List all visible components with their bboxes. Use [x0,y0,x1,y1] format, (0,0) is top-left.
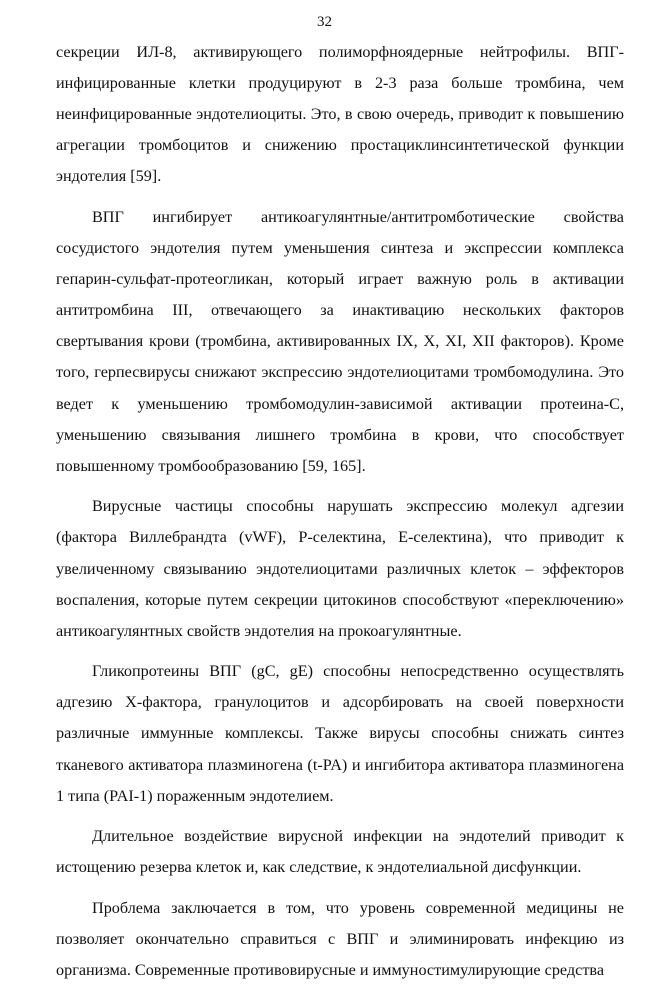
paragraph-hsv-anticoagulant: ВПГ ингибирует антикоагулянтные/антитромботические свойства сосудистого эндотелия путем уменьшения синтеза и экспрессии комплекса гепарин-сульфат-протеогликан, который играет важную роль в активации антитромбина III, отвечающего за инактивацию нескольких факторов свертывания крови (тромбина, активированных IX, X, XI, XII факторов). Кроме того, герпесвирусы снижают экспрессию эндотелиоцитами тромбомодулина. Это ведет к уменьшению тромбомодулин-зависимой активации протеина-С, уменьшению связывания лишнего тромбина в крови, что способствует повышенному тромбообразованию [59, 165]. [56,207,624,475]
paragraph-continuation: секреции ИЛ-8, активирующего полиморфноядерные нейтрофилы. ВПГ-инфицированные клетки продуцируют в 2-3 раза больше тромбина, чем неинфицированные эндотелиоциты. Это, в свою очередь, приводит к повышению агрегации тромбоцитов и снижению простациклинсинтетической функции эндотелия [59]. [56,43,624,186]
paragraph-glycoproteins: Гликопротеины ВПГ (gC, gE) способны непосредственно осуществлять адгезию Х-фактора, гранулоцитов и адсорбировать на своей поверхности различные иммунные комплексы. Также вирусы способны снижать синтез тканевого активатора плазминогена (t-PA) и ингибитора активатора плазминогена 1 типа (PAI-1) пораженным эндотелием. [56,662,624,805]
page-number: 32 [317,14,332,30]
paragraph-problem: Проблема заключается в том, что уровень современной медицины не позволяет окончательно справиться с ВПГ и элиминировать инфекцию из организма. Современные противовирусные и иммуностимулирующие средства [56,898,624,980]
paragraph-long-term-exposure: Длительное воздействие вирусной инфекции на эндотелий приводит к истощению резерва клеток и, как следствие, к эндотелиальной дисфункции. [56,827,624,877]
body-text [56,37,624,986]
paragraph-viral-particles-adhesion: Вирусные частицы способны нарушать экспрессию молекул адгезии (фактора Виллебрандта (vWF), Р-селектина, Е-селектина), что приводит к увеличенному связыванию эндотелиоцитами различных клеток – эффекторов воспаления, которые путем секреции цитокинов способствуют «переключению» антикоагулянтных свойств эндотелия на прокоагулянтные. [56,497,624,640]
